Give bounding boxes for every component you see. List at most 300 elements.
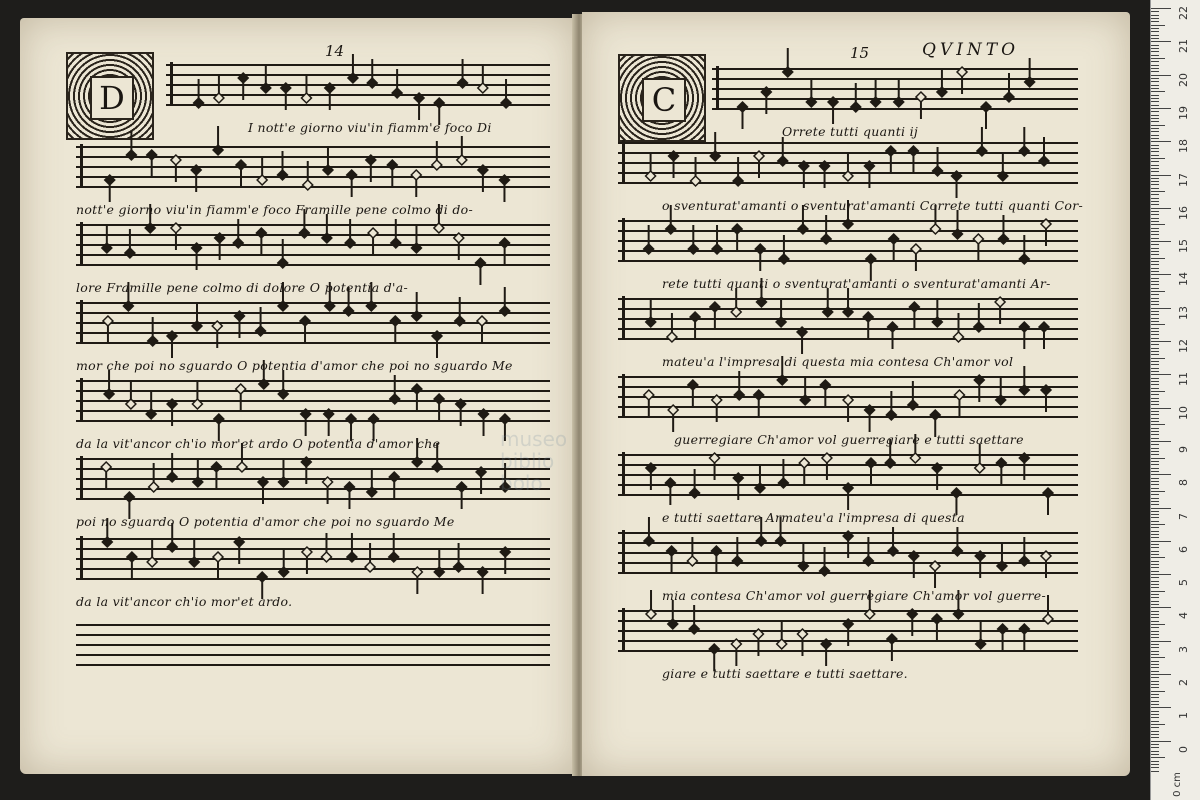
ruler-tick [1151,441,1171,442]
note-head [732,224,742,234]
note-head [325,301,335,311]
note-head [800,395,810,405]
lyric-line: guerregiare Ch'amor vol guerregiare e tutti saettare [674,432,1024,447]
ruler-tick [1151,171,1159,172]
ruler-tick [1151,324,1165,325]
note-head [761,87,771,97]
ruler-tick [1151,488,1159,489]
note-head [828,97,838,107]
ruler-tick [1151,604,1159,605]
note-head [933,166,943,176]
note-head [277,170,287,180]
ruler-tick [1151,724,1165,725]
note-head [478,83,488,93]
lyric-line: da la vit'ancor ch'io mor'et ardo. [76,594,293,609]
ruler-tick [1151,264,1159,265]
staff-right-2 [618,142,1078,184]
note-head [1043,614,1053,624]
ruler-tick [1151,567,1159,568]
ruler-label: 8 [1177,479,1190,487]
note-head [975,551,985,561]
note-head [820,566,830,576]
note-head [665,478,675,488]
note-head [866,458,876,468]
note-head [937,87,947,97]
ruler-tick [1151,268,1159,269]
note-head [667,332,677,342]
note-head [434,223,444,233]
note-head [738,102,748,112]
ruler-tick [1151,148,1159,149]
note-head [797,629,807,639]
note-head [731,307,741,317]
note-head [976,639,986,649]
ruler-tick [1151,428,1159,429]
note-head [910,453,920,463]
ruler-tick [1151,544,1159,545]
note-head [432,331,442,341]
note-head [387,160,397,170]
ruler-tick [1151,694,1159,695]
ruler-tick [1151,218,1159,219]
ruler-tick [1151,771,1159,772]
ruler-tick [1151,81,1159,82]
ruler-tick [1151,214,1159,215]
note-head [278,301,288,311]
ruler-tick [1151,411,1159,412]
ruler-tick [1151,594,1159,595]
note-head [434,98,444,108]
ruler-tick [1151,208,1171,209]
ruler-tick [1151,304,1159,305]
right-page [582,12,1130,776]
note-head [389,552,399,562]
note-head [932,463,942,473]
ruler-label: 1 [1177,712,1190,720]
ruler-tick [1151,444,1159,445]
ruler-tick [1151,78,1159,79]
ruler-tick [1151,274,1171,275]
ruler-tick [1151,514,1159,515]
note-head [432,462,442,472]
staff-line [76,654,550,656]
note-head [888,322,898,332]
ruler-label: 7 [1177,512,1190,520]
ruler-tick [1151,118,1159,119]
initial-letter: D [90,76,134,120]
ruler-tick [1151,418,1159,419]
ruler-tick [1151,261,1159,262]
note-head [1041,385,1051,395]
ruler-label: 10 [1177,405,1190,420]
note-head [998,624,1008,634]
staff-right-6 [618,454,1078,496]
note-head [930,561,940,571]
note-head [953,332,963,342]
lyric-line: Orrete tutti quanti ij [782,124,919,139]
note-head [212,321,222,331]
note-head [843,395,853,405]
ruler-tick [1151,611,1159,612]
note-head [778,478,788,488]
note-head [821,234,831,244]
note-head [390,316,400,326]
note-head [366,155,376,165]
note-head [171,223,181,233]
ruler-label: 6 [1177,545,1190,553]
note-head [1039,156,1049,166]
note-head [193,477,203,487]
ruler-tick [1151,577,1159,578]
note-head [820,380,830,390]
note-head [1019,556,1029,566]
ruler-label: 11 [1177,372,1190,387]
clef-mark [80,378,83,422]
staff-right-1 [712,68,1078,110]
ruler-tick [1151,681,1159,682]
ruler-tick [1151,757,1165,758]
ruler-tick [1151,434,1159,435]
ruler-tick [1151,18,1159,19]
ruler-tick [1151,707,1171,708]
ruler-tick [1151,244,1159,245]
staff-right-5 [618,376,1078,418]
note-head [236,384,246,394]
clef-mark [80,222,83,266]
note-head [238,73,248,83]
note-head [146,409,156,419]
ruler-tick [1151,521,1159,522]
ruler-tick [1151,727,1159,728]
note-head [256,326,266,336]
note-head [754,151,764,161]
note-head [822,453,832,463]
ruler-tick [1151,481,1159,482]
lyric-line: I nott'e giorno viu'in fiamm'e foco Di [248,120,492,135]
ruler-tick [1151,131,1159,132]
note-head [102,243,112,253]
note-head [457,155,467,165]
note-head [690,312,700,322]
ruler-tick [1151,661,1159,662]
ruler-tick [1151,318,1159,319]
ruler-tick [1151,657,1165,658]
ruler-tick [1151,627,1159,628]
notes-group [76,292,550,352]
note-head [412,384,422,394]
ruler-tick [1151,178,1159,179]
ruler-tick [1151,151,1159,152]
ruler-tick [1151,474,1171,475]
note-head [889,234,899,244]
note-head [843,619,853,629]
note-head [886,146,896,156]
ruler-tick [1151,254,1159,255]
watermark-line: biblio [500,449,555,473]
ruler-tick [1151,105,1159,106]
lyric-line: mia contesa Ch'amor vol guerregiare Ch'amor vol guerre- [662,588,1047,603]
notes-group [166,54,550,114]
note-head [821,639,831,649]
note-head [710,453,720,463]
ruler-tick [1151,311,1159,312]
notes-group [618,210,1078,270]
ruler-tick [1151,524,1165,525]
ruler-tick [1151,468,1159,469]
ruler-tick [1151,378,1159,379]
ruler-label: 2 [1177,679,1190,686]
note-head [213,552,223,562]
notes-group [618,600,1078,660]
note-head [215,233,225,243]
note-head [392,88,402,98]
note-head [843,531,853,541]
note-head [1019,385,1029,395]
ruler-tick [1151,191,1165,192]
note-head [303,180,313,190]
note-head [1041,551,1051,561]
note-head [776,317,786,327]
ruler-tick [1151,21,1159,22]
ruler-tick [1151,258,1165,259]
empty-staff [76,624,550,666]
note-head [366,301,376,311]
ruler-tick [1151,644,1159,645]
ruler-tick [1151,55,1159,56]
ruler-tick [1151,271,1159,272]
ruler-tick [1151,198,1159,199]
note-head [189,557,199,567]
note-head [778,156,788,166]
note-head [192,243,202,253]
note-head [261,83,271,93]
ruler-tick [1151,75,1171,76]
ruler-tick [1151,31,1159,32]
note-head [871,97,881,107]
initial-letter: C [642,78,686,122]
note-head [806,97,816,107]
ruler-tick [1151,461,1159,462]
note-head [996,458,1006,468]
note-head [1019,322,1029,332]
notes-group [618,132,1078,192]
ruler-tick [1151,747,1159,748]
ruler-tick [1151,341,1171,342]
staff-left-5 [76,380,550,422]
note-head [886,410,896,420]
ruler-tick [1151,584,1159,585]
note-head [733,176,743,186]
note-head [500,238,510,248]
ruler-tick [1151,634,1159,635]
ruler-tick [1151,438,1159,439]
note-head [167,542,177,552]
note-head [798,561,808,571]
ruler-tick [1151,331,1159,332]
ruler-tick [1151,68,1159,69]
note-head [278,389,288,399]
ruler-tick [1151,478,1159,479]
note-head [458,78,468,88]
ruler-tick [1151,691,1165,692]
note-head [101,462,111,472]
note-head [865,405,875,415]
clef-mark [622,374,625,418]
staff-right-4 [618,298,1078,340]
note-head [823,307,833,317]
staff-left-3 [76,224,550,266]
note-head [414,93,424,103]
note-head [391,238,401,248]
note-head [1039,322,1049,332]
note-head [321,552,331,562]
ruler-label: 12 [1177,339,1190,353]
ruler-tick [1151,517,1159,518]
ruler-tick [1151,564,1159,565]
note-head [1041,219,1051,229]
ruler-tick [1151,651,1159,652]
note-head [710,302,720,312]
note-head [973,234,983,244]
ruler-tick [1151,135,1159,136]
ruler-tick [1151,671,1159,672]
note-head [411,170,421,180]
note-head [644,536,654,546]
note-head [776,536,786,546]
ruler-tick [1151,547,1159,548]
note-head [951,488,961,498]
notes-group [76,528,550,588]
note-head [646,463,656,473]
ruler-tick [1151,361,1159,362]
voice-label: QVINTO [922,40,1020,60]
note-head [434,394,444,404]
note-head [887,634,897,644]
ruler-tick [1151,58,1165,59]
note-head [646,171,656,181]
note-head [256,228,266,238]
note-head [167,331,177,341]
ruler-label: 15 [1177,239,1190,254]
clef-mark [622,608,625,652]
note-head [733,473,743,483]
clef-mark [170,62,173,106]
note-head [147,150,157,160]
ruler-tick [1151,587,1159,588]
ruler-label: 21 [1177,39,1190,54]
ruler-unit: 0 cm [1171,772,1183,797]
ruler-tick [1151,641,1171,642]
note-head [843,307,853,317]
left-page [20,18,576,774]
ruler-tick [1151,484,1159,485]
note-head [390,394,400,404]
note-head [953,609,963,619]
notes-group [712,58,1078,118]
ruler-tick [1151,15,1159,16]
ruler-tick [1151,501,1159,502]
note-head [456,399,466,409]
ruler-tick [1151,181,1159,182]
lyric-line: giare e tutti saettare e tutti saettare. [662,666,908,681]
ruler-tick [1151,581,1159,582]
note-head [668,405,678,415]
note-head [103,316,113,326]
staff-right-7 [618,532,1078,574]
ruler-tick [1151,88,1159,89]
note-head [214,93,224,103]
note-head [500,306,510,316]
note-head [344,306,354,316]
note-head [367,487,377,497]
note-head [995,297,1005,307]
note-head [688,380,698,390]
ruler-tick [1151,491,1165,492]
ruler-tick [1151,155,1159,156]
ruler-tick [1151,8,1171,9]
ruler-tick [1151,115,1159,116]
ruler-tick [1151,371,1159,372]
notes-group [76,136,550,196]
note-head [932,317,942,327]
ruler-tick [1151,238,1159,239]
ruler-tick [1151,108,1171,109]
ruler-tick [1151,721,1159,722]
note-head [916,92,926,102]
notes-group [76,448,550,508]
ruler-tick [1151,141,1171,142]
note-head [411,243,421,253]
ruler-tick [1151,28,1159,29]
ruler-label: 0 [1177,745,1190,753]
note-head [259,379,269,389]
notes-group [618,288,1078,348]
note-head [347,170,357,180]
note-head [894,97,904,107]
note-head [368,228,378,238]
ruler-tick [1151,11,1159,12]
lyric-line: rete tutti quanti o sventurat'amanti o sventurat'amanti Ar- [662,276,1051,291]
note-head [779,254,789,264]
ruler-tick [1151,184,1159,185]
ruler-tick [1151,557,1165,558]
ruler-tick [1151,504,1159,505]
ruler-tick [1151,701,1159,702]
note-head [167,399,177,409]
note-head [299,228,309,238]
decorated-initial-left [66,52,154,140]
ruler-tick [1151,168,1159,169]
note-head [977,146,987,156]
note-head [732,556,742,566]
lyric-line: mateu'a l'impresa di questa mia contesa Ch'amor vol [662,354,1014,369]
ruler-tick [1151,717,1159,718]
note-head [499,175,509,185]
ruler-label: 13 [1177,305,1190,320]
note-head [192,399,202,409]
clef-mark [622,452,625,496]
note-head [908,400,918,410]
ruler-tick [1151,494,1159,495]
note-head [126,150,136,160]
ruler-tick [1151,374,1171,375]
ruler-tick [1151,354,1159,355]
note-head [865,609,875,619]
lyric-line: o sventurat'amanti o sventurat'amanti Correte tutti quanti Cor- [662,198,1084,213]
ruler-tick [1151,458,1165,459]
note-head [278,477,288,487]
decorated-initial-right [618,54,706,142]
